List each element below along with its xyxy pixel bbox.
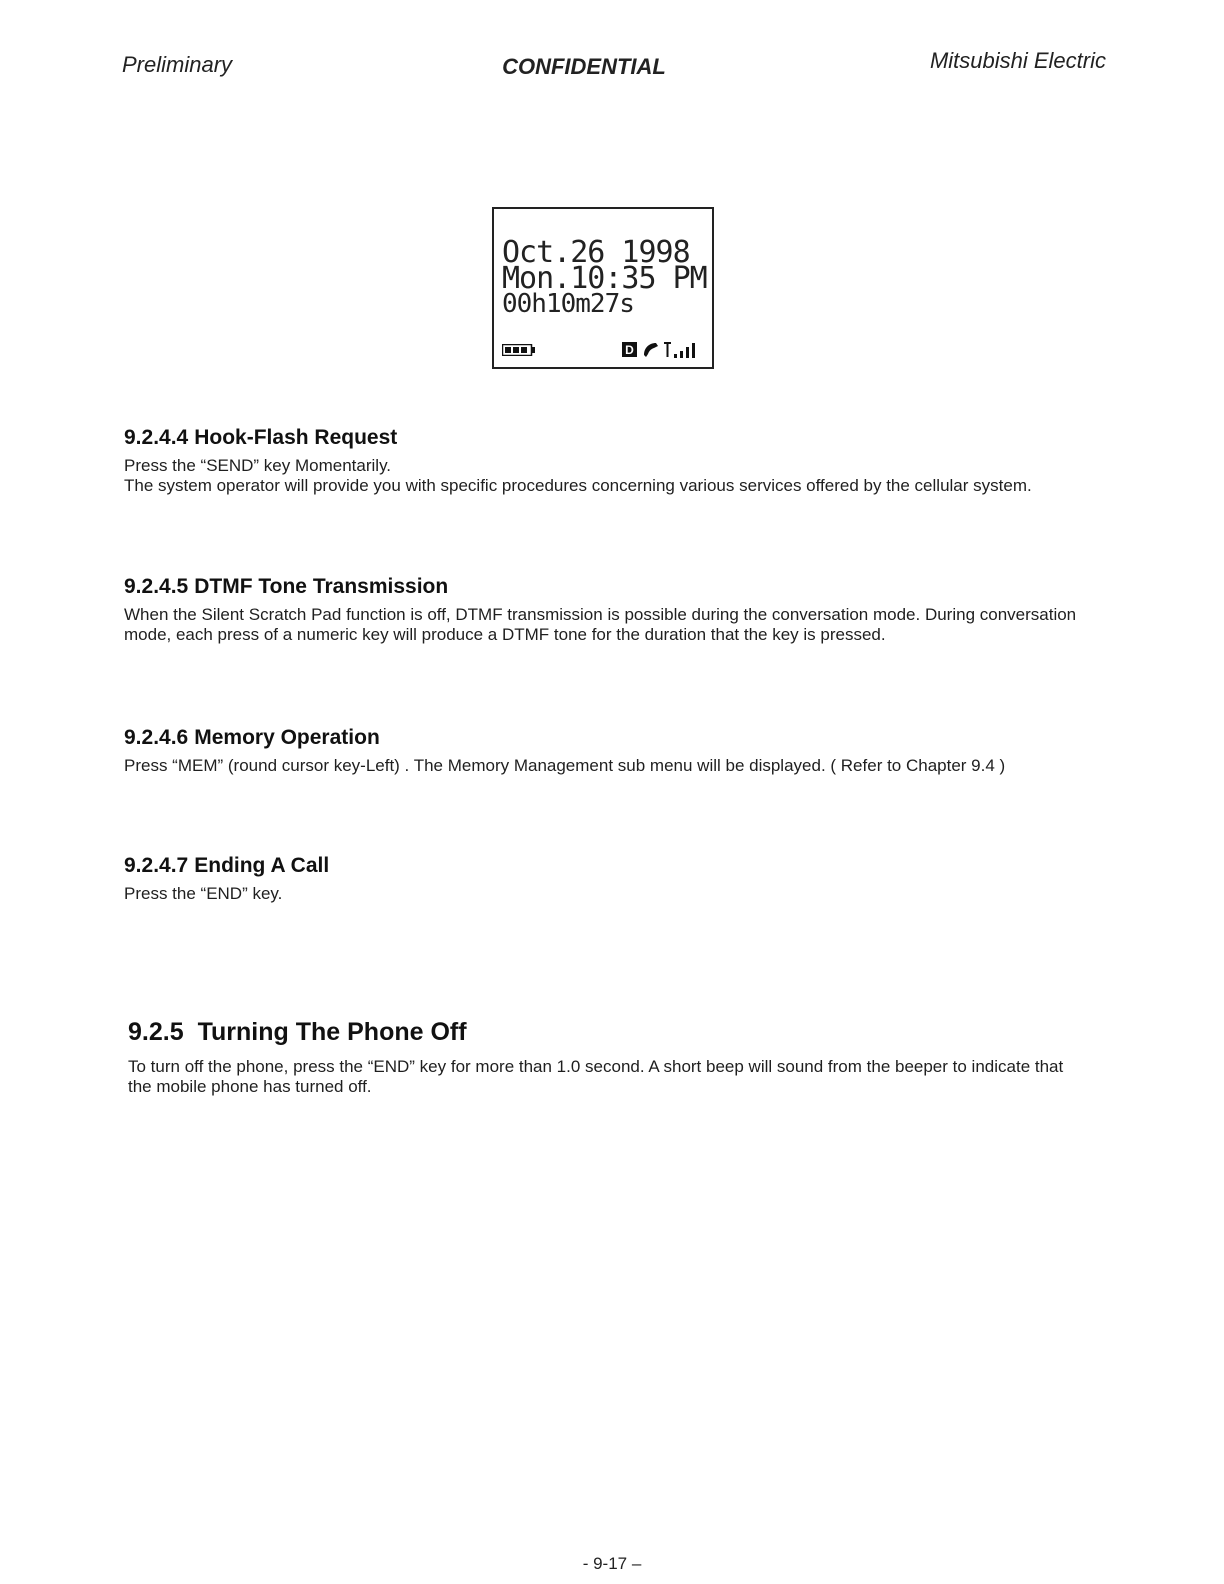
digital-mode-icon	[622, 342, 637, 357]
lcd-time-line: Mon.10:35 PM	[502, 261, 707, 296]
section-hook-flash-request	[124, 426, 1084, 496]
page-number: - 9-17 –	[582, 1554, 642, 1573]
section-heading	[124, 726, 1084, 750]
section-number: 9.2.4.5	[124, 575, 189, 598]
section-title: Ending A Call	[194, 854, 330, 877]
section-paragraph: To turn off the phone, press the “END” key for more than 1.0 second. A short beep will sound from the beeper to indicate that the mobile phone has turned off.	[128, 1057, 1064, 1096]
section-number: 9.2.5	[128, 1018, 184, 1046]
signal-strength-icon	[664, 341, 704, 358]
section-heading	[124, 854, 1084, 878]
section-paragraph: The system operator will provide you with specific procedures concerning various services offered by the cellular system.	[124, 476, 1032, 495]
phone-lcd-display	[492, 207, 714, 369]
header-company: Mitsubishi Electric	[929, 48, 1106, 73]
section-heading	[124, 575, 1084, 599]
section-heading	[124, 426, 1084, 450]
lcd-call-timer-line: 00h10m27s	[502, 289, 634, 319]
section-heading	[128, 1018, 1088, 1047]
phone-handset-icon	[642, 341, 660, 357]
lcd-status-bar	[502, 341, 706, 359]
section-turning-phone-off	[128, 1018, 1088, 1097]
digital-indicator-label: D	[625, 343, 634, 357]
section-number: 9.2.4.4	[124, 426, 189, 449]
section-ending-a-call	[124, 854, 1084, 904]
section-title: Memory Operation	[194, 726, 380, 749]
section-paragraph: Press the “SEND” key Momentarily.	[124, 456, 392, 475]
section-number: 9.2.4.6	[124, 726, 189, 749]
section-title: DTMF Tone Transmission	[194, 575, 449, 598]
section-paragraph: Press the “END” key.	[124, 884, 283, 903]
header-preliminary: Preliminary	[122, 52, 233, 77]
battery-icon	[502, 344, 536, 356]
section-number: 9.2.4.7	[124, 854, 189, 877]
section-dtmf-tone-transmission	[124, 575, 1084, 645]
section-paragraph: When the Silent Scratch Pad function is off, DTMF transmission is possible during the conversation mode. During conversation mode, each press of a numeric key will produce a DTMF tone for the duration that the key is pressed.	[124, 605, 1077, 644]
lcd-date-line: Oct.26 1998	[502, 235, 690, 270]
header-confidential: CONFIDENTIAL	[502, 54, 666, 79]
section-memory-operation	[124, 726, 1084, 776]
section-title: Hook-Flash Request	[194, 426, 398, 449]
section-paragraph: Press “MEM” (round cursor key-Left) . The Memory Management sub menu will be displayed. ( Refer to Chapter 9.4 )	[124, 756, 1006, 775]
section-title: Turning The Phone Off	[197, 1018, 467, 1046]
